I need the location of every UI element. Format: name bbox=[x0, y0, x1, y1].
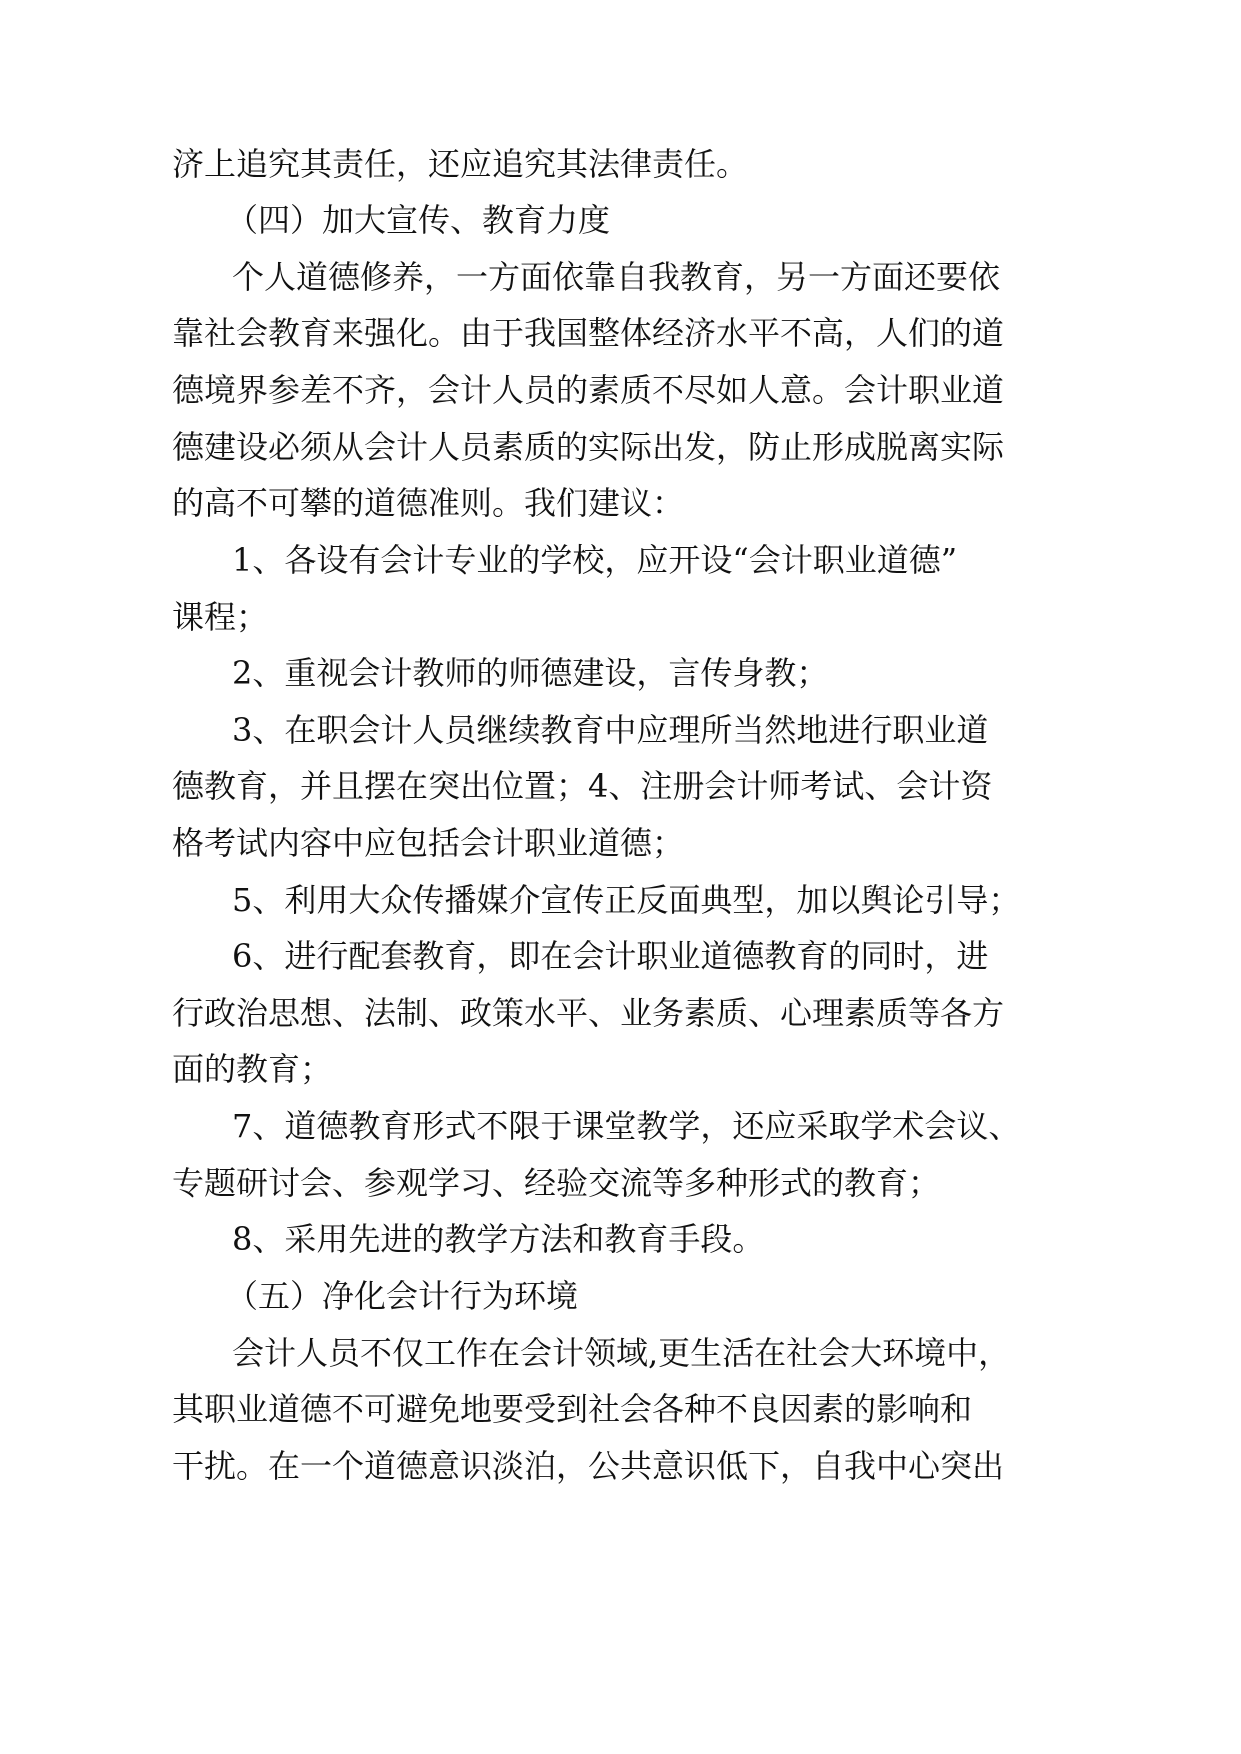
text-line: 德境界参差不齐，会计人员的素质不尽如人意。会计职业道 bbox=[172, 371, 1005, 409]
text-line: 个人道德修养，一方面依靠自我教育，另一方面还要依 bbox=[232, 258, 1001, 296]
text-line: 德教育，并且摆在突出位置；4、注册会计师考试、会计资 bbox=[172, 767, 993, 805]
text-line: 靠社会教育来强化。由于我国整体经济水平不高，人们的道 bbox=[172, 314, 1005, 352]
text-line: 会计人员不仅工作在会计领域,更生活在社会大环境中， bbox=[232, 1334, 1011, 1372]
text-line: 行政治思想、法制、政策水平、业务素质、心理素质等各方 bbox=[172, 994, 1005, 1032]
text-line: 的高不可攀的道德准则。我们建议： bbox=[172, 484, 685, 522]
list-item-7: 7、道德教育形式不限于课堂教学，还应采取学术会议、 bbox=[232, 1107, 1021, 1145]
list-item-6: 6、进行配套教育，即在会计职业道德教育的同时，进 bbox=[232, 937, 989, 975]
section-heading-5: （五）净化会计行为环境 bbox=[226, 1277, 579, 1315]
text-line: 其职业道德不可避免地要受到社会各种不良因素的影响和 bbox=[172, 1390, 973, 1428]
text-line: 课程； bbox=[172, 598, 269, 636]
list-item-8: 8、采用先进的教学方法和教育手段。 bbox=[232, 1220, 765, 1258]
text-line: 专题研讨会、参观学习、经验交流等多种形式的教育； bbox=[172, 1164, 941, 1202]
text-line: 德建设必须从会计人员素质的实际出发，防止形成脱离实际 bbox=[172, 428, 1005, 466]
text-line: 面的教育； bbox=[172, 1050, 333, 1088]
section-heading-4: （四）加大宣传、教育力度 bbox=[226, 201, 611, 239]
list-item-5: 5、利用大众传播媒介宣传正反面典型，加以舆论引导； bbox=[232, 881, 1021, 919]
text-line: 济上追究其责任，还应追究其法律责任。 bbox=[172, 145, 749, 183]
list-item-2: 2、重视会计教师的师德建设，言传身教； bbox=[232, 654, 829, 692]
text-line: 格考试内容中应包括会计职业道德； bbox=[172, 824, 685, 862]
text-line: 干扰。在一个道德意识淡泊，公共意识低下，自我中心突出 bbox=[172, 1447, 1005, 1485]
list-item-1: 1、各设有会计专业的学校，应开设“会计职业道德” bbox=[232, 541, 958, 579]
list-item-3: 3、在职会计人员继续教育中应理所当然地进行职业道 bbox=[232, 711, 989, 749]
